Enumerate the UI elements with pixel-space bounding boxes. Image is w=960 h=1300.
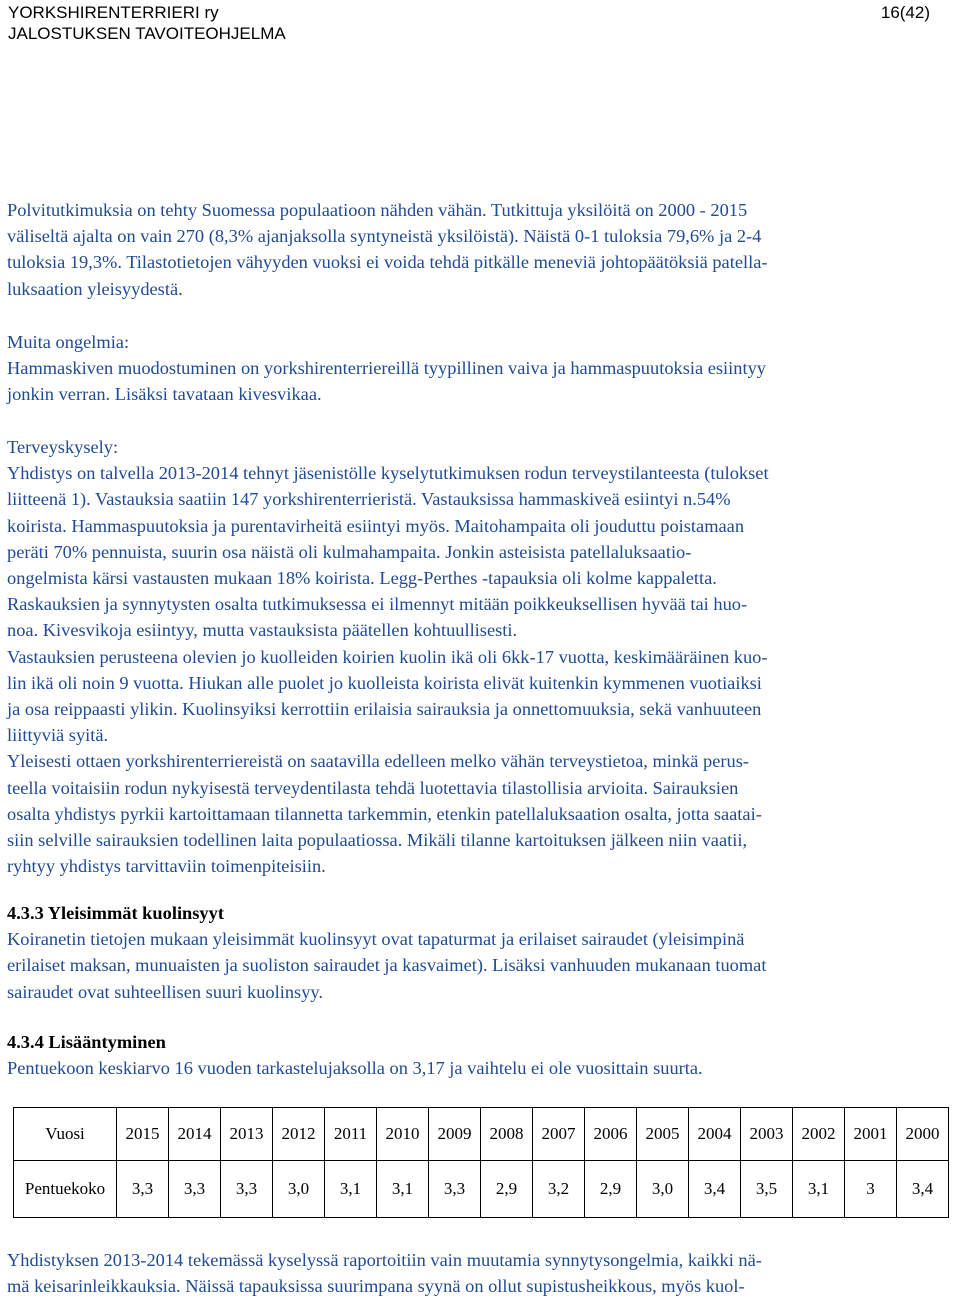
table-cell-size: 2,9 [481,1161,533,1218]
page-number: 16(42) [880,3,930,22]
text-line: Yleisesti ottaen yorkshirenterriereistä on saatavilla edelleen melko vähän terveystietoa, minkä perus- [7,751,749,772]
text-line: jonkin verran. Lisäksi tavataan kivesvikaa. [7,384,322,405]
section-4-3-3 [7,900,955,1005]
table-cell-size: 3 [845,1161,897,1218]
table-cell-size: 3,3 [169,1161,221,1218]
section-health-survey [7,434,955,879]
text-line: osalta yhdistys pyrkii kartoittamaan tilannetta tarkemmin, etenkin patellaluksaation osalta, jotta saatai- [7,803,762,824]
table-cell-year: 2010 [377,1108,429,1161]
health-survey-heading: Terveyskysely: [7,437,119,457]
table-cell-year: 2015 [117,1108,169,1161]
table-cell-size: 3,4 [689,1161,741,1218]
table-cell-year: 2009 [429,1108,481,1161]
text-line: erilaiset maksan, munuaisten ja suoliston sairaudet ja kasvaimet). Lisäksi vanhuuden mukanaan tuomat [7,955,767,976]
table-cell-year: 2013 [221,1108,273,1161]
text-line: Hammaskiven muodostuminen on yorkshirenterriereillä tyypillinen vaiva ja hammaspuutoksia esiintyy [7,358,766,379]
section-4-3-4 [7,1029,955,1081]
text-line: peräti 70% pennuista, suurin osa näistä oli kulmahampaita. Jonkin asteisista patellaluksaatio- [7,541,692,562]
table-cell-size: 3,3 [429,1161,481,1218]
text-line: väliseltä ajalta on vain 270 (8,3% ajanjaksolla syntyneistä yksilöistä). Näistä 0-1 tuloksia 79,6% ja 2-4 [7,226,762,247]
table-cell-size: 3,0 [637,1161,689,1218]
text-line: Yhdistyksen 2013-2014 tekemässä kyselyssä raportoitiin vain muutamia synnytysongelmia, kaikki nä- [7,1250,762,1270]
table-cell-year: 2005 [637,1108,689,1161]
text-line: Polvitutkimuksia on tehty Suomessa populaatioon nähden vähän. Tutkittuja yksilöitä on 2000 - 2015 [7,200,748,220]
text-line: Pentuekoon keskiarvo 16 vuoden tarkastelujaksolla on 3,17 ja vaihtelu ei ole vuosittain suurta. [7,1058,703,1079]
text-line: sairaudet ovat suhteellisen suuri kuolinsyy. [7,981,323,1002]
table-row [14,1108,949,1161]
section-heading: 4.3.3 Yleisimmät kuolinsyyt [7,903,224,923]
table-cell-size: 3,4 [897,1161,949,1218]
text-line: Koiranetin tietojen mukaan yleisimmät kuolinsyyt ovat tapaturmat ja erilaiset sairaudet (yleisimpinä [7,929,745,950]
text-line: teella voitaisiin rodun nykyisestä terveydentilasta tehdä luotettavia tilastollisia arvioita. Sairauksien [7,777,739,798]
table-cell-size: 3,1 [377,1161,429,1218]
header-doc-title: JALOSTUKSEN TAVOITEOHJELMA [8,24,286,43]
table-cell-year: 2003 [741,1108,793,1161]
section-heading: 4.3.4 Lisääntyminen [7,1032,166,1052]
page-header [8,2,952,44]
litter-size-table [13,1107,949,1218]
text-line: liitteenä 1). Vastauksia saatiin 147 yorkshirenterrieristä. Vastauksissa hammaskiveä esiintyi n.54% [7,489,731,510]
text-line: lin ikä oli noin 9 vuotta. Hiukan alle puolet jo kuolleista koirista elivät kuitenkin kymmenen vuotiaiksi [7,672,762,693]
text-line: ja osa reippaasti ylikin. Kuolinsyiksi kerrottiin erilaisia sairauksia ja onnettomuuksia, sekä vanhuuteen [7,699,762,720]
text-line: tuloksia 19,3%. Tilastotietojen vähyyden vuoksi ei voida tehdä pitkälle meneviä johtopäätöksiä patella- [7,252,768,273]
text-line: ongelmista kärsi vastausten mukaan 18% koirista. Legg-Perthes -tapauksia oli kolme kappaletta. [7,568,717,589]
section-other-problems [7,329,955,408]
table-cell-year: 2011 [325,1108,377,1161]
table-cell-size: 3,1 [325,1161,377,1218]
text-line: luksaation yleisyydestä. [7,278,183,299]
text-line: Yhdistys on talvella 2013-2014 tehnyt jäsenistölle kyselytutkimuksen rodun terveystilanteesta (tulokset [7,463,769,484]
paragraph-patella [7,197,955,302]
table-cell-size: 3,5 [741,1161,793,1218]
table-cell-year: 2004 [689,1108,741,1161]
text-line: liittyviä syitä. [7,725,109,746]
table-cell-size: 3,3 [117,1161,169,1218]
text-line: Raskauksien ja synnytysten osalta tutkimuksessa ei ilmennyt mitään poikkeuksellisen hyvää tai huo- [7,594,748,615]
paragraph-reproduction [7,1247,955,1299]
table-cell-year: 2001 [845,1108,897,1161]
table-cell-year: 2002 [793,1108,845,1161]
table-cell-size: 3,3 [221,1161,273,1218]
table-cell-year: 2007 [533,1108,585,1161]
table-cell-year: 2000 [897,1108,949,1161]
table-cell-year: 2014 [169,1108,221,1161]
table-cell-year: 2006 [585,1108,637,1161]
table-row-header: Pentuekoko [14,1161,117,1218]
text-line: koirista. Hammaspuutoksia ja purentavirheitä esiintyi myös. Maitohampaita oli jouduttu poistamaan [7,515,745,536]
header-org: YORKSHIRENTERRIERI ry [8,3,219,22]
table-cell-size: 3,1 [793,1161,845,1218]
table-cell-size: 3,2 [533,1161,585,1218]
table-cell-year: 2012 [273,1108,325,1161]
table-cell-size: 3,0 [273,1161,325,1218]
table-cell-year: 2008 [481,1108,533,1161]
text-line: siin selville sairauksien todellinen laita populaatiossa. Mikäli tilanne kartoituksen jälkeen niin vaatii, [7,830,748,851]
table-row [14,1161,949,1218]
other-problems-heading: Muita ongelmia: [7,332,130,352]
text-line: noa. Kivesvikoja esiintyy, mutta vastauksista päätellen kohtuullisesti. [7,620,518,641]
table-cell-size: 2,9 [585,1161,637,1218]
text-line: ryhtyy yhdistys tarvittaviin toimenpiteisiin. [7,856,326,877]
text-line: mä keisarinleikkauksia. Näissä tapauksissa suurimpana syynä on ollut supistusheikkous, myös kuol- [7,1276,745,1297]
table-row-header: Vuosi [14,1108,117,1161]
text-line: Vastauksien perusteena olevien jo kuolleiden koirien kuolin ikä oli 6kk-17 vuotta, keskimääräinen kuo- [7,646,768,667]
